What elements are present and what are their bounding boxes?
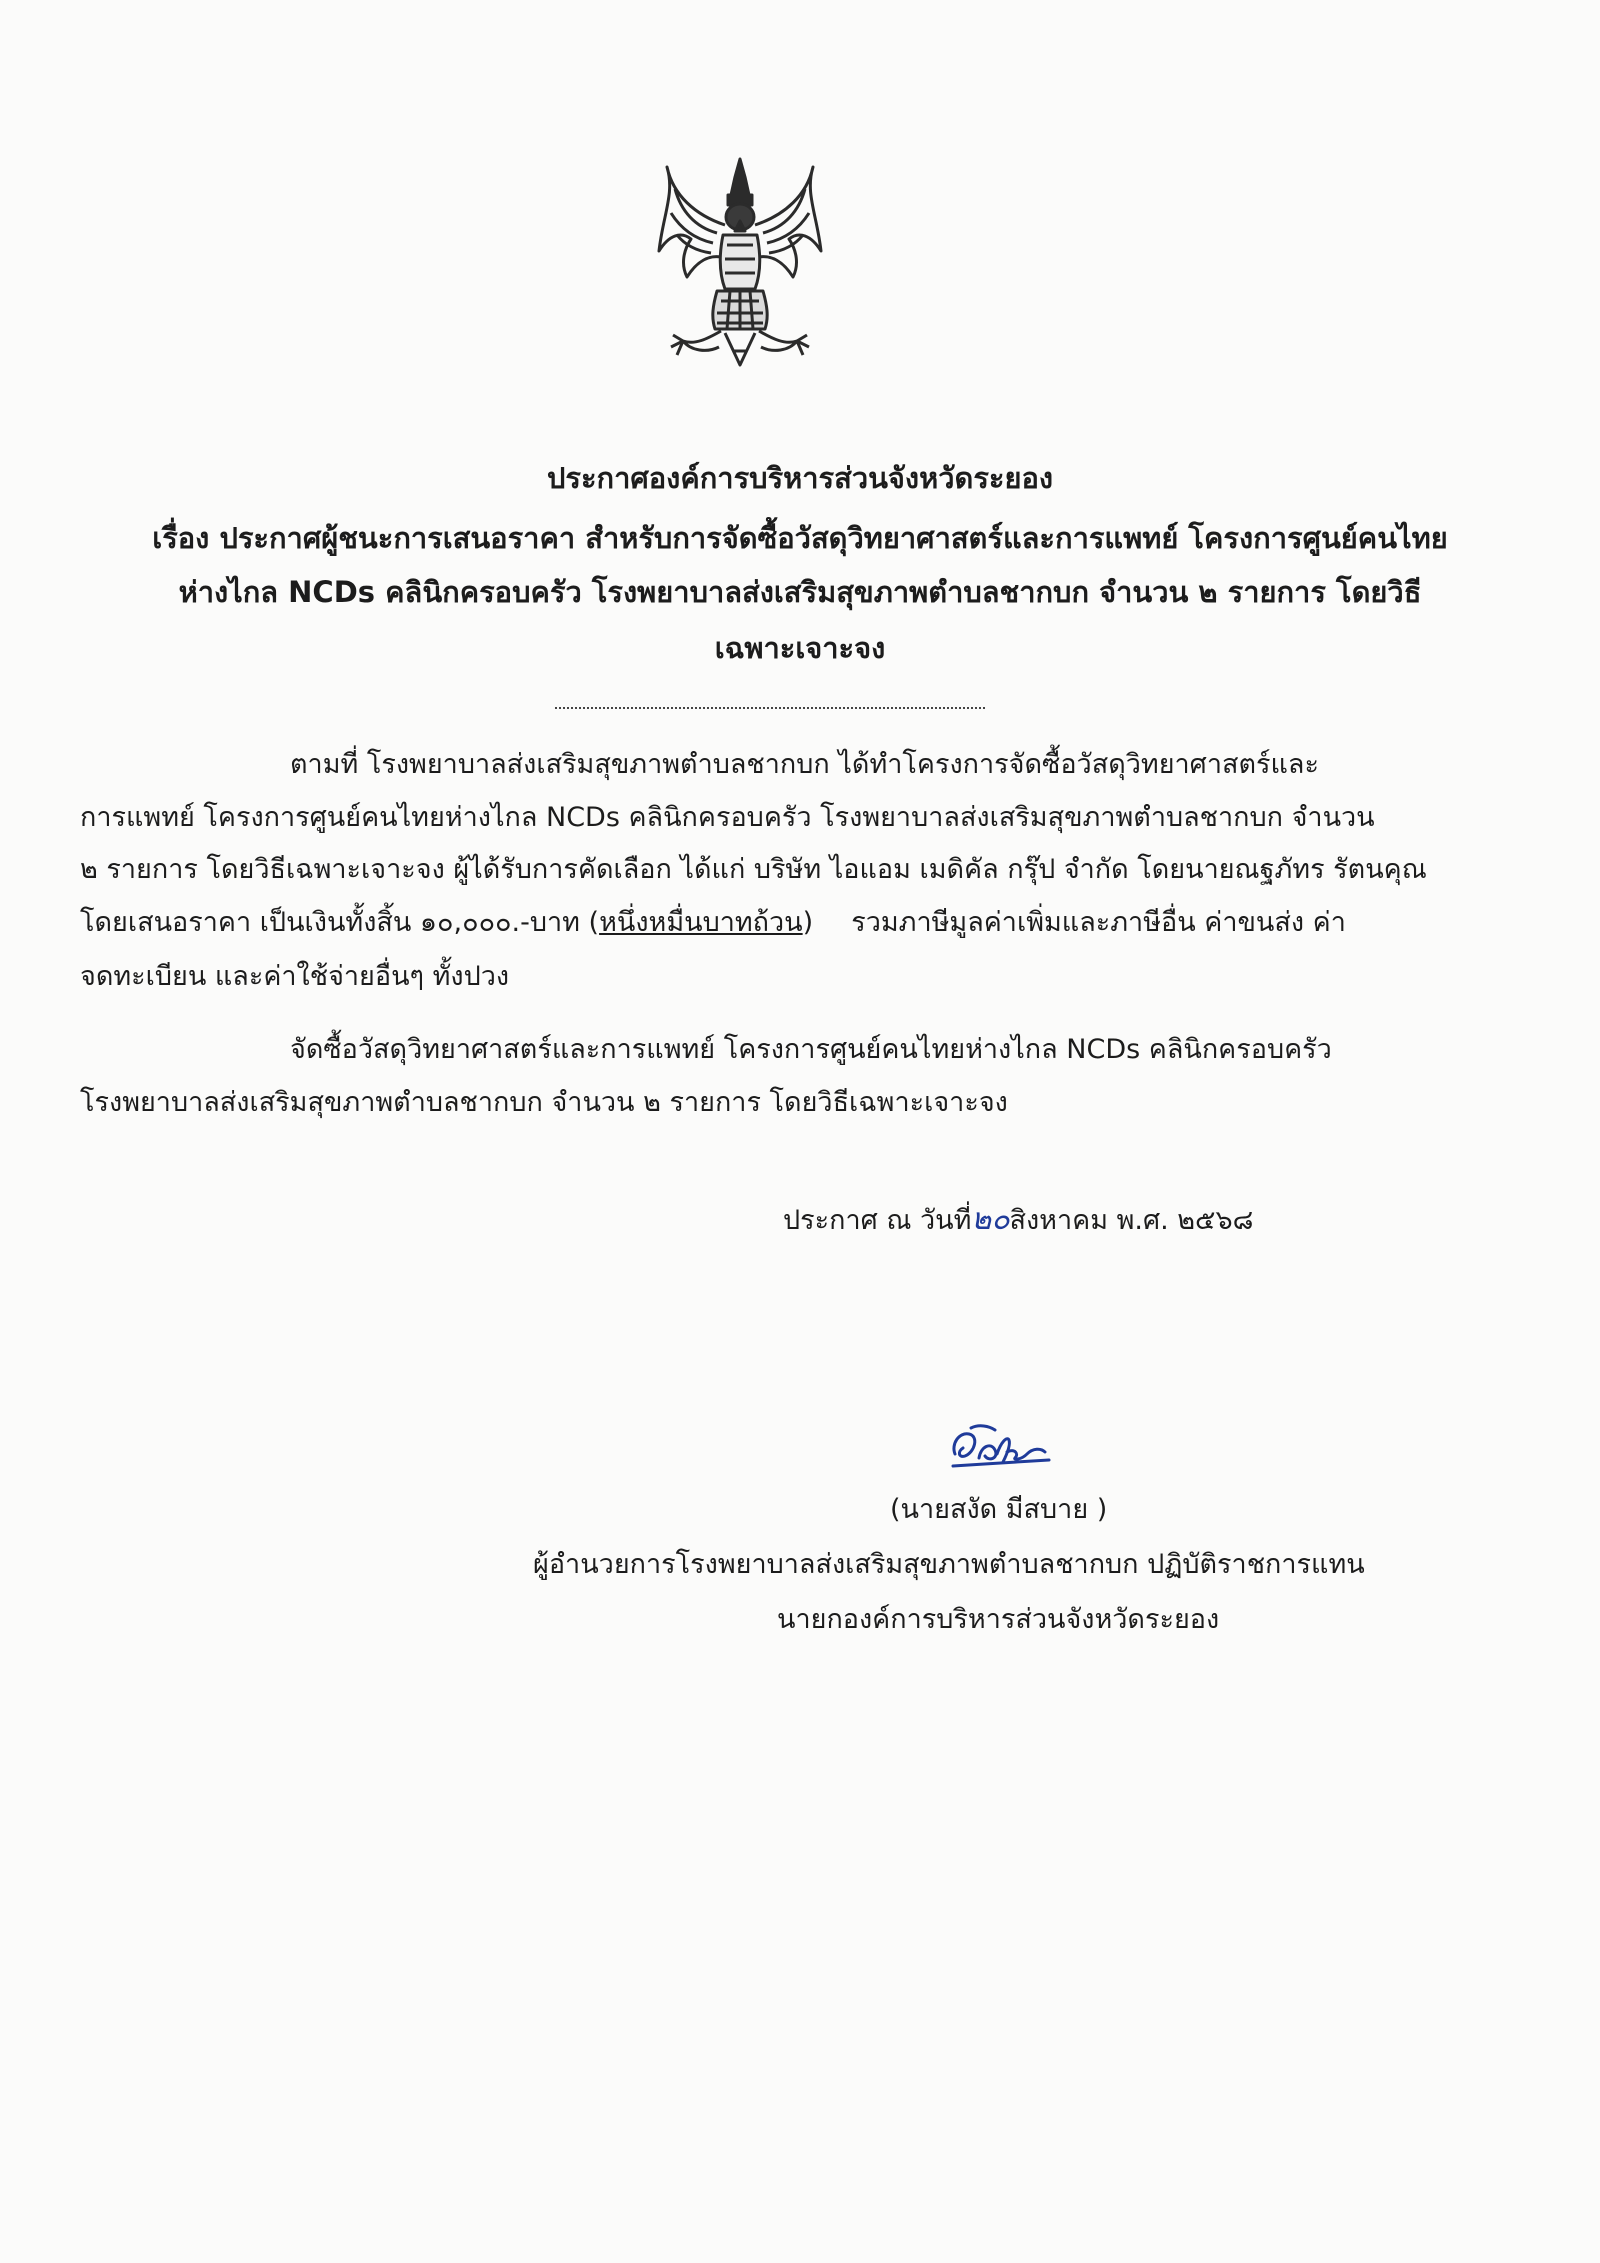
signatory-name: (นายสงัด มีสบาย ) [890,1494,1108,1525]
dotted-divider [555,707,985,709]
paragraph-1-line-4 [80,903,1346,943]
date-prefix: ประกาศ ณ วันที่ [783,1205,972,1236]
paragraph-1-line-3: ๒ รายการ โดยวิธีเฉพาะเจาะจง ผู้ได้รับการคัดเลือก ได้แก่ บริษัท ไอแอม เมดิคัล กรุ๊ป จำกัด โดยนายณฐภัทร รัตนคุณ [80,854,1427,885]
tax-included-text: รวมภาษีมูลค่าเพิ่มและภาษีอื่น ค่าขนส่ง ค่า [851,907,1346,938]
price-text: โดยเสนอราคา เป็นเงินทั้งสิ้น ๑๐,๐๐๐.-บาท ( [80,907,600,938]
price-in-words: หนึ่งหมื่นบาทถ้วน [599,907,803,938]
announcement-title: ประกาศองค์การบริหารส่วนจังหวัดระยอง [546,461,1054,495]
announcement-date [783,1200,1253,1241]
paragraph-1-line-5: จดทะเบียน และค่าใช้จ่ายอื่นๆ ทั้งปวง [80,961,510,992]
garuda-emblem-icon [655,155,825,370]
signature-icon [945,1418,1055,1478]
signatory-position-2: นายกองค์การบริหารส่วนจังหวัดระยอง [777,1604,1220,1635]
subject-line-3: เฉพาะเจาะจง [714,631,886,665]
signatory-position-1: ผู้อำนวยการโรงพยาบาลส่งเสริมสุขภาพตำบลชากบก ปฏิบัติราชการแทน [533,1549,1365,1580]
paragraph-2-line-2: โรงพยาบาลส่งเสริมสุขภาพตำบลชากบก จำนวน ๒ รายการ โดยวิธีเฉพาะเจาะจง [80,1087,1008,1118]
paragraph-1-line-2: การแพทย์ โครงการศูนย์คนไทยห่างไกล NCDs คลินิกครอบครัว โรงพยาบาลส่งเสริมสุขภาพตำบลชากบก จำนวน [80,802,1375,833]
subject-line-1: เรื่อง ประกาศผู้ชนะการเสนอราคา สำหรับการจัดซื้อวัสดุวิทยาศาสตร์และการแพทย์ โครงการศูนย์คนไทย [152,521,1448,555]
handwritten-day: ๒๐ [971,1202,1010,1237]
paragraph-1-line-1: ตามที่ โรงพยาบาลส่งเสริมสุขภาพตำบลชากบก ได้ทำโครงการจัดซื้อวัสดุวิทยาศาสตร์และ [290,749,1319,780]
paragraph-2-line-1: จัดซื้อวัสดุวิทยาศาสตร์และการแพทย์ โครงการศูนย์คนไทยห่างไกล NCDs คลินิกครอบครัว [290,1034,1332,1065]
date-month-year: สิงหาคม พ.ศ. ๒๕๖๘ [1009,1205,1254,1236]
subject-line-2: ห่างไกล NCDs คลินิกครอบครัว โรงพยาบาลส่งเสริมสุขภาพตำบลชากบก จำนวน ๒ รายการ โดยวิธี [178,575,1422,609]
price-close-paren: ) [802,907,814,938]
